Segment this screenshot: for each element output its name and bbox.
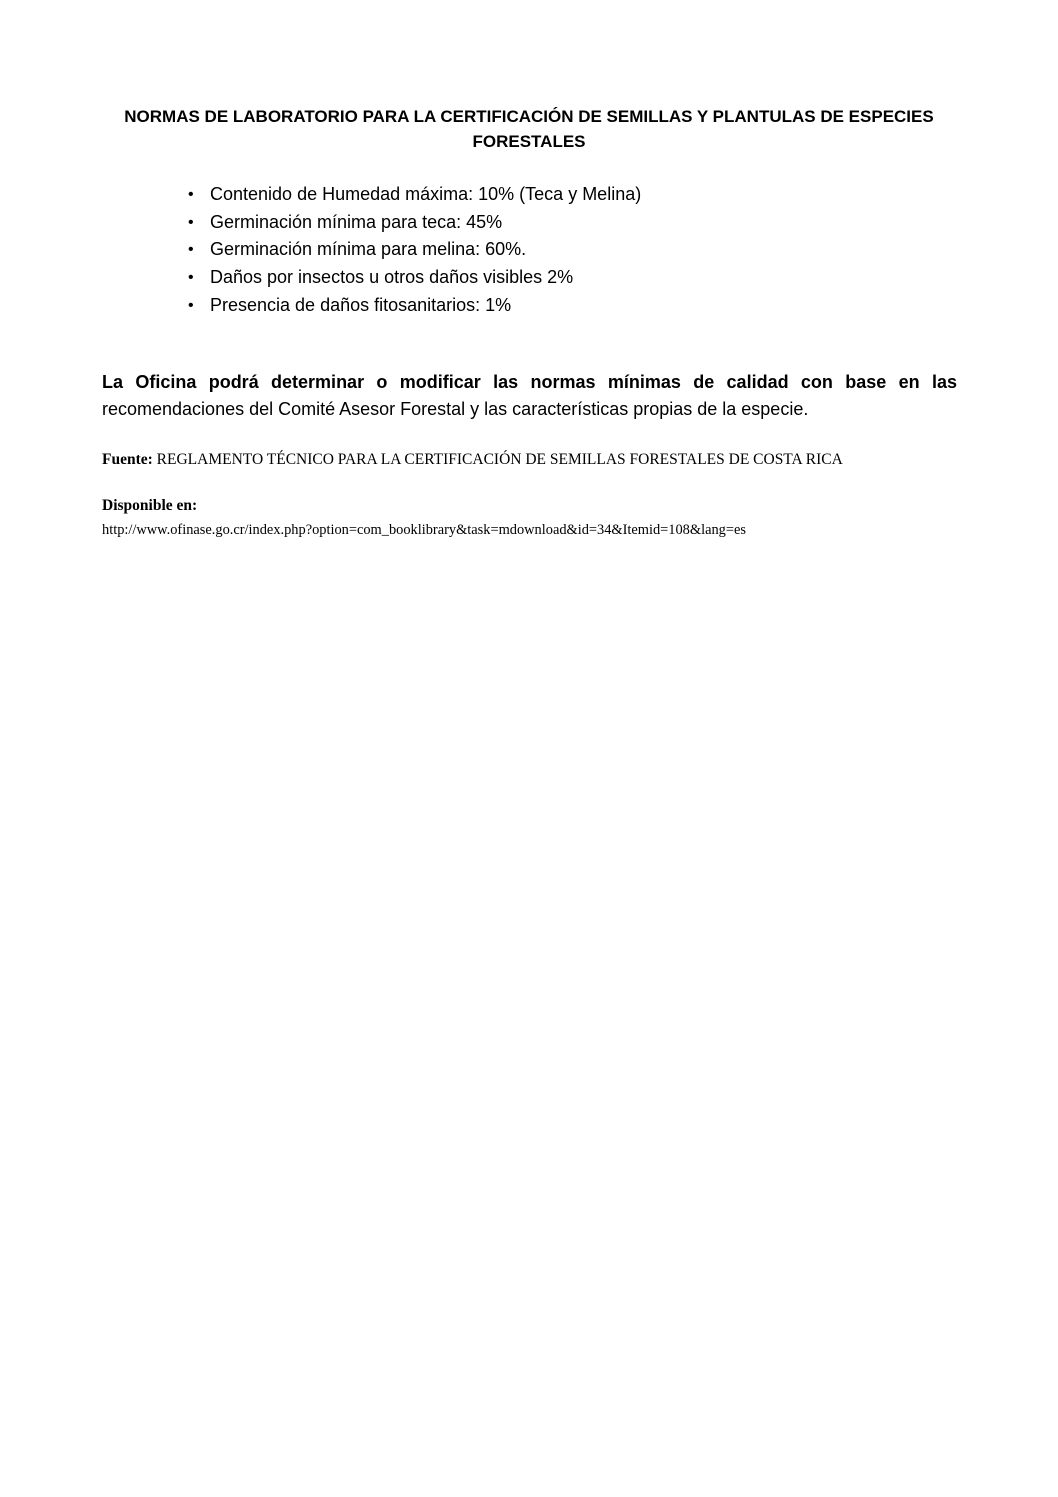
document-title <box>100 104 958 154</box>
list-item-text: Presencia de daños fitosanitarios: 1% <box>210 294 512 315</box>
title-line-2: FORESTALES <box>472 132 586 151</box>
bullet-icon: • <box>188 241 194 259</box>
bullet-icon: • <box>188 186 194 203</box>
bullet-icon: • <box>188 269 194 287</box>
available-label: Disponible en: <box>102 497 198 514</box>
source-text: REGLAMENTO TÉCNICO PARA LA CERTIFICACIÓN DE SEMILLAS FORESTALES DE COSTA RICA <box>156 451 843 468</box>
bullet-icon: • <box>188 213 194 231</box>
list-item-text: Contenido de Humedad máxima: 10% (Teca y Melina) <box>210 184 642 204</box>
list-item-text: Germinación mínima para melina: 60%. <box>210 239 527 260</box>
list-item <box>186 264 641 292</box>
list-item <box>186 292 641 320</box>
source-label: Fuente: <box>102 451 153 468</box>
title-line-1: NORMAS DE LABORATORIO PARA LA CERTIFICACIÓN DE SEMILLAS Y PLANTULAS DE ESPECIES <box>124 107 934 126</box>
paragraph-bold-lead: La Oficina podrá determinar o modificar las normas mínimas de calidad con base en las <box>102 372 957 392</box>
paragraph-rest: recomendaciones del Comité Asesor Forestal y las características propias de la especie. <box>102 399 809 419</box>
availability-section <box>102 494 746 542</box>
bullet-icon: • <box>188 296 194 314</box>
source-citation <box>102 449 843 471</box>
list-item <box>186 236 641 264</box>
available-url-link[interactable]: http://www.ofinase.go.cr/index.php?option=com_booklibrary&task=mdownload&id=34&Itemid=108&lang=es <box>102 522 746 538</box>
list-item-text: Germinación mínima para teca: 45% <box>210 211 503 232</box>
quality-standards-list <box>186 181 641 319</box>
list-item <box>186 181 641 209</box>
list-item-text: Daños por insectos u otros daños visibles 2% <box>210 267 574 288</box>
office-paragraph <box>102 369 957 423</box>
list-item <box>186 209 641 237</box>
